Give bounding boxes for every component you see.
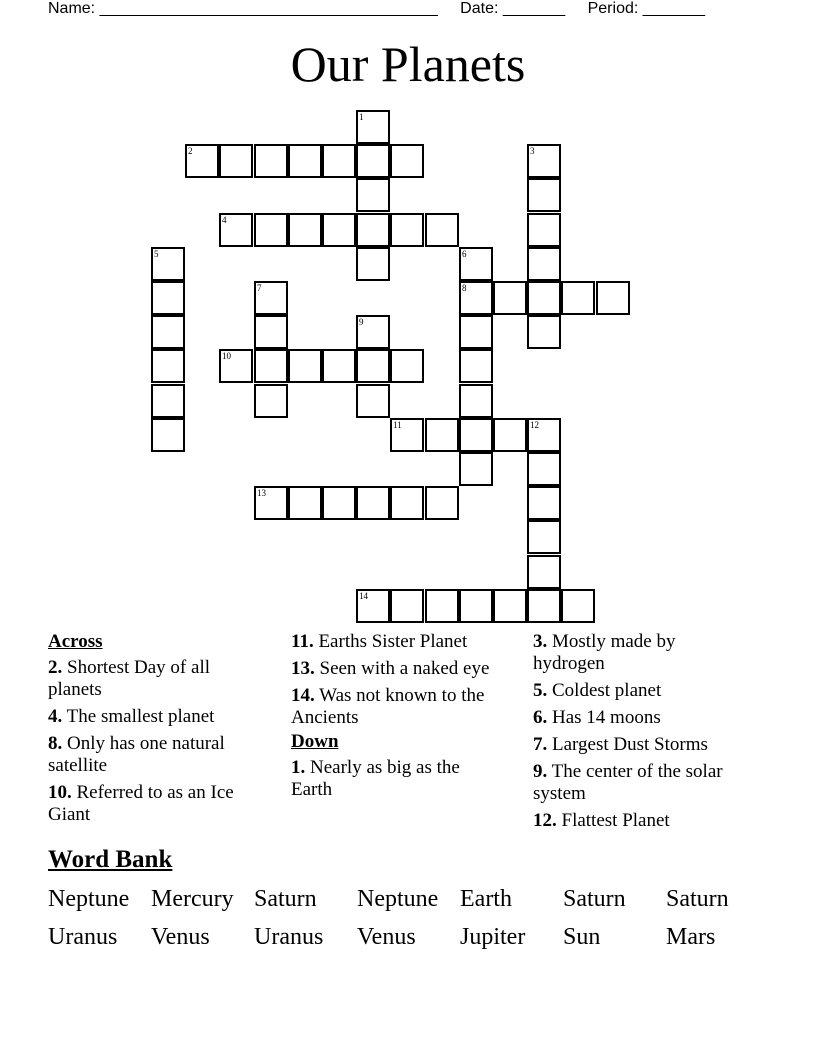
grid-clue-number: 8 bbox=[462, 283, 467, 293]
grid-cell[interactable] bbox=[459, 418, 493, 452]
grid-cell[interactable] bbox=[356, 213, 390, 247]
grid-cell[interactable] bbox=[151, 418, 185, 452]
grid-cell[interactable] bbox=[322, 486, 356, 520]
grid-cell[interactable] bbox=[527, 315, 561, 349]
grid-cell[interactable] bbox=[356, 144, 390, 178]
clue-across-2 bbox=[48, 657, 248, 701]
grid-cell[interactable] bbox=[459, 589, 493, 623]
word-bank-item: Mars bbox=[666, 924, 716, 950]
word-bank-item: Sun bbox=[563, 924, 601, 950]
grid-cell[interactable] bbox=[390, 213, 424, 247]
grid-cell[interactable] bbox=[390, 144, 424, 178]
clue-number: 1. bbox=[291, 757, 306, 778]
grid-clue-number: 12 bbox=[530, 420, 539, 430]
grid-cell[interactable] bbox=[356, 247, 390, 281]
clue-text: Nearly as big as the Earth bbox=[291, 757, 460, 800]
clue-number: 13. bbox=[291, 658, 315, 679]
clue-down-9 bbox=[533, 761, 743, 805]
grid-clue-number: 13 bbox=[257, 488, 266, 498]
clue-down-5 bbox=[533, 680, 743, 702]
grid-cell[interactable] bbox=[527, 555, 561, 589]
grid-cell[interactable] bbox=[527, 520, 561, 554]
grid-cell[interactable] bbox=[493, 418, 527, 452]
grid-cell[interactable] bbox=[527, 486, 561, 520]
clue-text: Was not known to the Ancients bbox=[291, 685, 485, 728]
grid-cell[interactable] bbox=[254, 384, 288, 418]
word-bank-item: Saturn bbox=[254, 886, 317, 912]
clue-across-11 bbox=[291, 631, 501, 653]
grid-cell[interactable] bbox=[219, 144, 253, 178]
grid-cell[interactable] bbox=[561, 281, 595, 315]
clue-text: Has 14 moons bbox=[552, 707, 661, 728]
grid-cell[interactable] bbox=[459, 315, 493, 349]
word-bank-item: Mercury bbox=[151, 886, 234, 912]
clue-text: Referred to as an Ice Giant bbox=[48, 782, 234, 825]
grid-cell[interactable] bbox=[356, 178, 390, 212]
clue-text: The smallest planet bbox=[66, 706, 215, 727]
grid-cell[interactable] bbox=[356, 349, 390, 383]
clue-text: Largest Dust Storms bbox=[552, 734, 708, 755]
grid-cell[interactable] bbox=[322, 349, 356, 383]
clue-text: The center of the solar system bbox=[533, 761, 723, 804]
clue-text: Mostly made by hydrogen bbox=[533, 631, 676, 674]
across-heading: Across bbox=[48, 631, 103, 652]
word-bank-item: Saturn bbox=[666, 886, 729, 912]
grid-cell[interactable] bbox=[425, 213, 459, 247]
word-bank-title: Word Bank bbox=[48, 846, 173, 873]
grid-cell[interactable] bbox=[527, 589, 561, 623]
clue-number: 9. bbox=[533, 761, 548, 782]
grid-cell[interactable] bbox=[322, 213, 356, 247]
grid-clue-number: 10 bbox=[222, 351, 231, 361]
grid-cell[interactable] bbox=[288, 349, 322, 383]
grid-clue-number: 3 bbox=[530, 146, 535, 156]
clue-across-8 bbox=[48, 733, 248, 777]
name-date-period-line bbox=[48, 0, 705, 18]
word-bank-item: Earth bbox=[460, 886, 512, 912]
clue-number: 4. bbox=[48, 706, 63, 727]
clue-down-3 bbox=[533, 631, 743, 675]
grid-cell[interactable] bbox=[527, 452, 561, 486]
word-bank-item: Saturn bbox=[563, 886, 626, 912]
grid-clue-number: 6 bbox=[462, 249, 467, 259]
clue-across-10 bbox=[48, 782, 248, 826]
grid-cell[interactable] bbox=[527, 213, 561, 247]
clue-across-13 bbox=[291, 658, 501, 680]
page-title: Our Planets bbox=[290, 36, 526, 92]
clue-text: Shortest Day of all planets bbox=[48, 657, 211, 700]
word-bank-item: Neptune bbox=[48, 886, 130, 912]
grid-cell[interactable] bbox=[459, 349, 493, 383]
word-bank-item: Uranus bbox=[254, 924, 324, 950]
grid-cell[interactable] bbox=[527, 247, 561, 281]
grid-cell[interactable] bbox=[390, 589, 424, 623]
clue-number: 6. bbox=[533, 707, 548, 728]
down-heading: Down bbox=[291, 731, 339, 752]
grid-cell[interactable] bbox=[561, 589, 595, 623]
clue-number: 5. bbox=[533, 680, 548, 701]
clue-number: 14. bbox=[291, 685, 315, 706]
clue-number: 10. bbox=[48, 782, 72, 803]
grid-cell[interactable] bbox=[390, 349, 424, 383]
grid-clue-number: 14 bbox=[359, 591, 368, 601]
name-field[interactable]: Name: ______________________________________ bbox=[48, 0, 438, 17]
clue-number: 3. bbox=[533, 631, 548, 652]
clues-column-3 bbox=[533, 631, 743, 837]
grid-cell[interactable] bbox=[356, 384, 390, 418]
clue-text: Coldest planet bbox=[552, 680, 662, 701]
grid-cell[interactable] bbox=[527, 281, 561, 315]
clue-down-1 bbox=[291, 757, 501, 801]
grid-cell[interactable] bbox=[493, 281, 527, 315]
grid-cell[interactable] bbox=[288, 144, 322, 178]
clue-number: 8. bbox=[48, 733, 63, 754]
date-field[interactable]: Date: _______ bbox=[460, 0, 566, 17]
grid-clue-number: 2 bbox=[188, 146, 193, 156]
grid-clue-number: 7 bbox=[257, 283, 262, 293]
grid-cell[interactable] bbox=[288, 213, 322, 247]
clue-number: 7. bbox=[533, 734, 548, 755]
grid-clue-number: 9 bbox=[359, 317, 364, 327]
word-bank-item: Uranus bbox=[48, 924, 118, 950]
grid-cell[interactable] bbox=[425, 589, 459, 623]
grid-clue-number: 1 bbox=[359, 112, 364, 122]
clue-number: 11. bbox=[291, 631, 314, 652]
grid-cell[interactable] bbox=[254, 349, 288, 383]
grid-cell[interactable] bbox=[425, 418, 459, 452]
grid-clue-number: 4 bbox=[222, 215, 227, 225]
grid-cell[interactable] bbox=[390, 486, 424, 520]
word-bank-item: Venus bbox=[151, 924, 210, 950]
grid-cell[interactable] bbox=[254, 144, 288, 178]
clue-across-4 bbox=[48, 706, 248, 728]
clue-text: Earths Sister Planet bbox=[318, 631, 468, 652]
grid-cell[interactable] bbox=[459, 452, 493, 486]
grid-cell[interactable] bbox=[254, 315, 288, 349]
clue-text: Seen with a naked eye bbox=[319, 658, 490, 679]
grid-clue-number: 11 bbox=[393, 420, 402, 430]
grid-cell[interactable] bbox=[459, 384, 493, 418]
clue-number: 12. bbox=[533, 810, 557, 831]
period-field[interactable]: Period: _______ bbox=[587, 0, 706, 17]
clue-text: Only has one natural satellite bbox=[48, 733, 225, 776]
grid-cell[interactable] bbox=[151, 281, 185, 315]
grid-cell[interactable] bbox=[596, 281, 630, 315]
word-bank-item: Jupiter bbox=[460, 924, 526, 950]
grid-clue-number: 5 bbox=[154, 249, 159, 259]
clues-column-1 bbox=[48, 631, 248, 831]
clue-number: 2. bbox=[48, 657, 63, 678]
grid-cell[interactable] bbox=[356, 486, 390, 520]
word-bank-item: Venus bbox=[357, 924, 416, 950]
clue-down-12 bbox=[533, 810, 743, 832]
grid-cell[interactable] bbox=[493, 589, 527, 623]
grid-cell[interactable] bbox=[151, 384, 185, 418]
grid-cell[interactable] bbox=[425, 486, 459, 520]
clues-column-2 bbox=[291, 631, 501, 806]
clue-across-14 bbox=[291, 685, 501, 729]
clue-down-7 bbox=[533, 734, 743, 756]
grid-cell[interactable] bbox=[288, 486, 322, 520]
grid-cell[interactable] bbox=[151, 315, 185, 349]
grid-cell[interactable] bbox=[151, 349, 185, 383]
grid-cell[interactable] bbox=[527, 178, 561, 212]
word-bank-item: Neptune bbox=[357, 886, 439, 912]
grid-cell[interactable] bbox=[322, 144, 356, 178]
clue-down-6 bbox=[533, 707, 743, 729]
clue-text: Flattest Planet bbox=[561, 810, 670, 831]
grid-cell[interactable] bbox=[254, 213, 288, 247]
